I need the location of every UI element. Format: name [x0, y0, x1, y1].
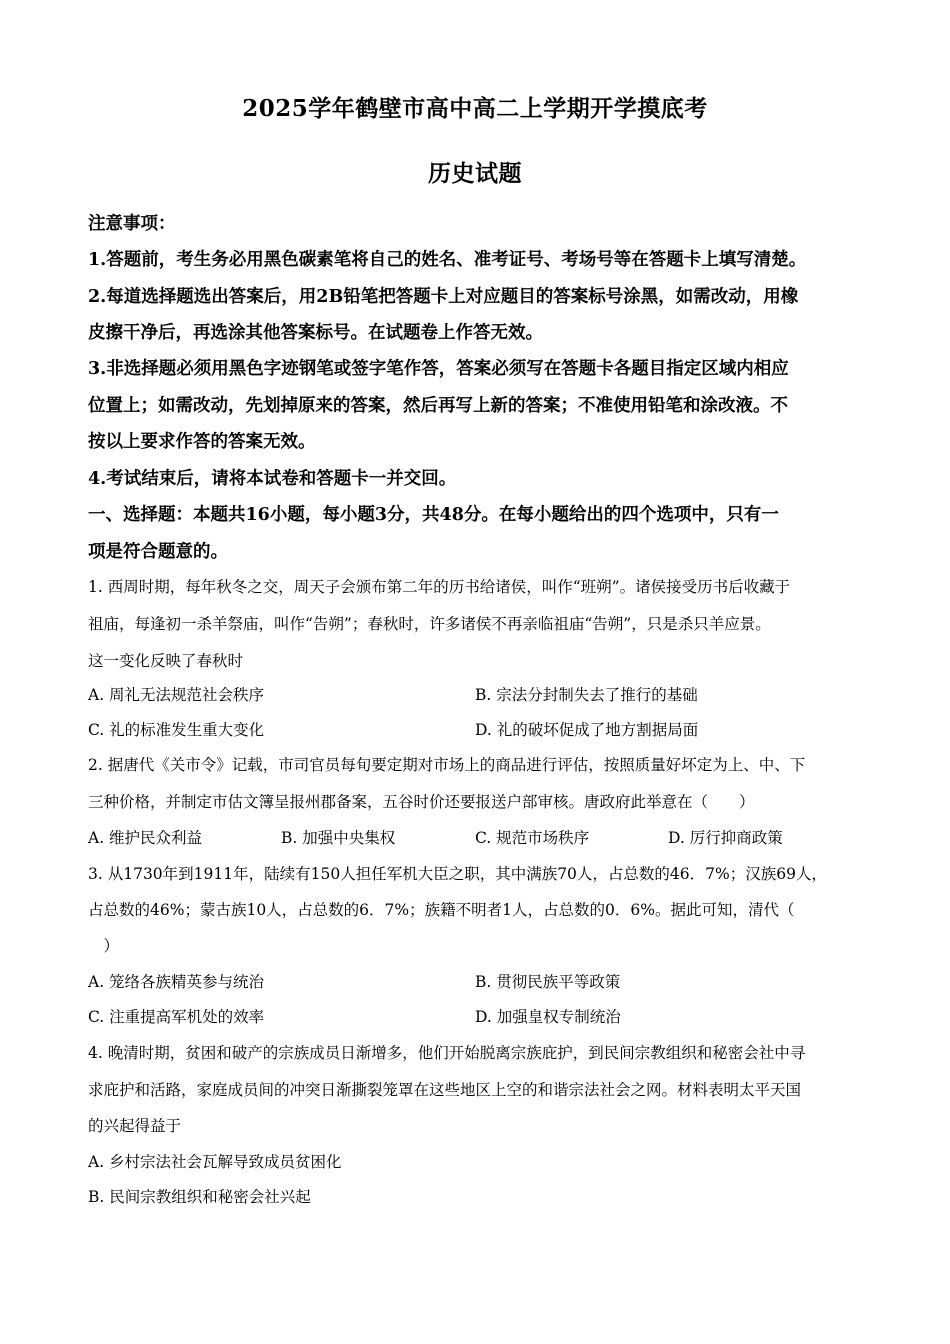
question-2-option-d: D. 厉行抑商政策	[668, 829, 783, 847]
notes-line: 3.非选择题必须用黑色字迹钢笔或签字笔作答，答案必须写在答题卡各题目指定区域内相应	[88, 359, 789, 379]
notes-heading: 注意事项：	[88, 214, 176, 234]
question-2-option-b: B. 加强中央集权	[281, 829, 396, 847]
notes-line: 1.答题前，考生务必用黑色碳素笔将自己的姓名、准考证号、考场号等在答题卡上填写清楚。	[88, 250, 807, 270]
notes-line: 按以上要求作答的答案无效。	[88, 432, 316, 452]
question-1-option-a: A. 周礼无法规范社会秩序	[88, 686, 265, 704]
question-1-text: 这一变化反映了春秋时	[88, 652, 244, 670]
question-1-text: 1. 西周时期，每年秋冬之交，周天子会颁布第二年的历书给诸侯，叫作“班朔”。诸侯接受历书后收藏于	[88, 578, 791, 596]
question-1-text: 祖庙，每逢初一杀羊祭庙，叫作“告朔”；春秋时，许多诸侯不再亲临祖庙“告朔”，只是杀只羊应景。	[88, 615, 771, 633]
notes-line: 4.考试结束后，请将本试卷和答题卡一并交回。	[88, 469, 457, 489]
exam-subtitle: 历史试题	[428, 160, 522, 187]
notes-line: 位置上；如需改动，先划掉原来的答案，然后再写上新的答案；不准使用铅笔和涂改液。不	[88, 396, 788, 416]
question-3-text: ）	[88, 937, 120, 955]
question-4-option-a: A. 乡村宗法社会瓦解导致成员贫困化	[88, 1153, 342, 1171]
question-3-text: 占总数的46%；蒙古族10人，占总数的6．7%；族籍不明者1人，占总数的0．6%。据此可知，清代（	[88, 901, 795, 919]
notes-line: 2.每道选择题选出答案后，用2B铅笔把答题卡上对应题目的答案标号涂黑，如需改动，用橡	[88, 287, 799, 307]
question-1-option-c: C. 礼的标准发生重大变化	[88, 721, 265, 739]
question-2-text: 2. 据唐代《关市令》记载，市司官员每旬要定期对市场上的商品进行评估，按照质量好坏定为上、中、下	[88, 756, 806, 774]
question-3-option-d: D. 加强皇权专制统治	[475, 1008, 621, 1026]
question-2-option-a: A. 维护民众利益	[88, 829, 203, 847]
question-4-text: 的兴起得益于	[88, 1117, 182, 1135]
question-3-text: 3. 从1730年到1911年，陆续有150人担任军机大臣之职，其中满族70人，占总数的46．7%；汉族69人，	[88, 865, 827, 883]
question-4-text: 4. 晚清时期，贫困和破产的宗族成员日渐增多，他们开始脱离宗族庇护，到民间宗教组织和秘密会社中寻	[88, 1044, 806, 1062]
question-1-option-d: D. 礼的破坏促成了地方割据局面	[475, 721, 699, 739]
section-heading: 项是符合题意的。	[88, 542, 228, 562]
question-2-text: 三种价格，并制定市估文簿呈报州郡备案，五谷时价还要报送户部审核。唐政府此举意在（ ）	[88, 793, 755, 811]
question-1-option-b: B. 宗法分封制失去了推行的基础	[475, 686, 698, 704]
section-heading: 一、选择题：本题共16小题，每小题3分，共48分。在每小题给出的四个选项中，只有一	[88, 505, 779, 525]
question-3-option-a: A. 笼络各族精英参与统治	[88, 973, 265, 991]
question-3-option-c: C. 注重提高军机处的效率	[88, 1008, 265, 1026]
question-4-option-b: B. 民间宗教组织和秘密会社兴起	[88, 1188, 311, 1206]
question-4-text: 求庇护和活路，家庭成员间的冲突日渐撕裂笼罩在这些地区上空的和谐宗法社会之网。材料表明太平天国	[88, 1081, 802, 1099]
question-3-option-b: B. 贯彻民族平等政策	[475, 973, 621, 991]
exam-title: 2025学年鹤壁市高中高二上学期开学摸底考	[242, 95, 708, 122]
notes-line: 皮擦干净后，再选涂其他答案标号。在试题卷上作答无效。	[88, 323, 543, 343]
question-2-option-c: C. 规范市场秩序	[475, 829, 590, 847]
